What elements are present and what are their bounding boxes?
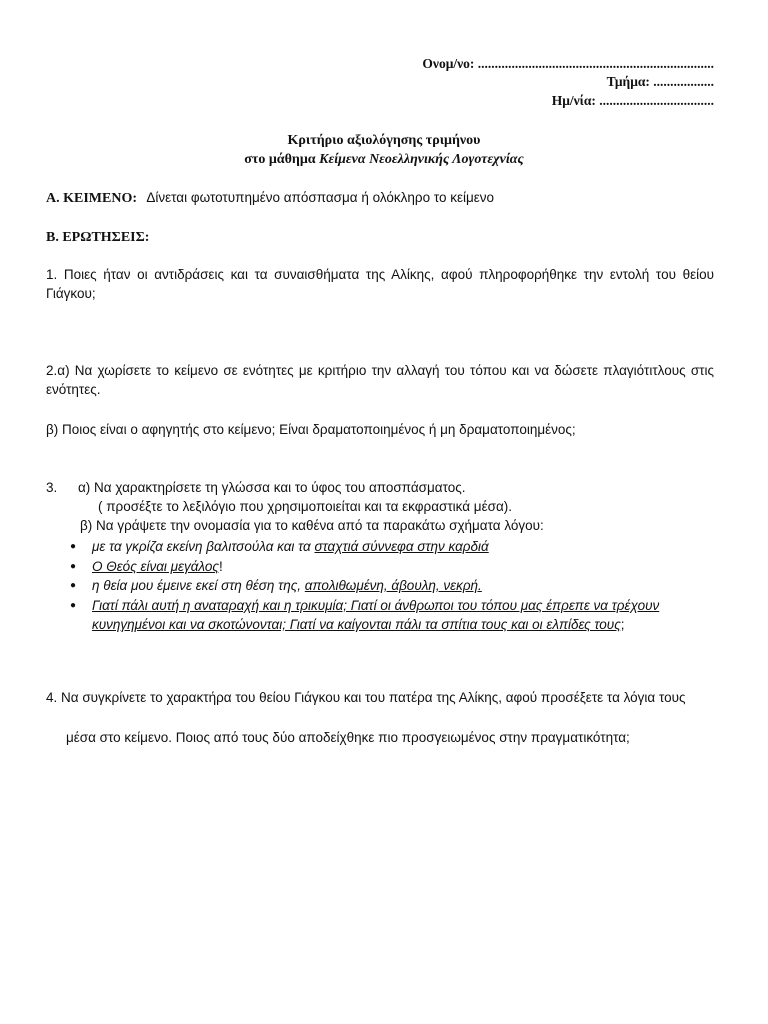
question-2b: β) Ποιος είναι ο αφηγητής στο κείμενο; Είναι δραματοποιημένος ή μη δραματοποιημένος; [46, 422, 576, 437]
question-2a: 2.α) Να χωρίσετε το κείμενο σε ενότητες με κριτήριο την αλλαγή του τόπου και να δώσετε πλαγιότιτλους στις ενότητες. [46, 363, 714, 397]
question-3b: β) Να γράψετε την ονομασία για το καθένα από τα παρακάτω σχήματα λόγου: [80, 518, 544, 533]
list-item [92, 596, 684, 635]
title-line-2 [0, 150, 768, 169]
question-4-line-2: μέσα στο κείμενο. Ποιος από τους δύο αποδείχθηκε πιο προσγειωμένος στην πραγματικότητα; [66, 730, 630, 745]
list-item [92, 576, 712, 596]
item-1-underlined: σταχτιά σύννεφα στην καρδιά [314, 539, 489, 554]
question-1: 1. Ποιες ήταν οι αντιδράσεις και τα συναισθήματα της Αλίκης, αφού πληροφορήθηκε την εντολή του θείου Γιάγκου; [46, 267, 714, 301]
date-field [552, 92, 714, 110]
name-field [422, 55, 714, 73]
question-3-number: 3. [46, 480, 58, 495]
list-item [92, 537, 712, 557]
question-4-line-1: 4. Να συγκρίνετε το χαρακτήρα του θείου Γιάγκου και του πατέρα της Αλίκης, αφού προσέξετε τα λόγια τους [46, 690, 686, 705]
section-a-text: Δίνεται φωτοτυπημένο απόσπασμα ή ολόκληρο το κείμενο [146, 190, 495, 205]
item-2-end: ! [218, 558, 223, 574]
title-line-1: Κριτήριο αξιολόγησης τριμήνου [287, 133, 481, 148]
date-label: Ημ/νία: [551, 93, 596, 108]
class-label: Τμήμα: [606, 74, 650, 89]
section-a-label: Α. ΚΕΙΜΕΝΟ: [46, 191, 137, 206]
list-item [92, 557, 712, 577]
item-1-text: με τα γκρίζα εκείνη βαλιτσούλα και τα [92, 539, 315, 554]
date-dots: .................................. [599, 93, 714, 108]
item-2-underlined: Ο Θεός είναι μεγάλος [92, 558, 219, 574]
figures-of-speech-list [92, 537, 712, 635]
question-3a: α) Να χαρακτηρίσετε τη γλώσσα και το ύφος του αποσπάσματος. [78, 480, 466, 495]
section-a [46, 189, 494, 208]
title-subject: Κείμενα Νεοελληνικής Λογοτεχνίας [319, 152, 524, 167]
section-b-label: Β. ΕΡΩΤΗΣΕΙΣ: [46, 230, 150, 245]
title-prefix: στο μάθημα [244, 152, 320, 167]
class-dots: .................. [653, 74, 714, 89]
question-3a-note: ( προσέξτε το λεξιλόγιο που χρησιμοποιείται και τα εκφραστικά μέσα). [98, 499, 512, 514]
name-dots: ...................................................................... [477, 56, 714, 71]
item-3-text: η θεία μου έμεινε εκεί στη θέση της, [92, 578, 305, 593]
section-b [46, 228, 149, 247]
item-4-underlined: Γιατί πάλι αυτή η αναταραχή και η τρικυμία; Γιατί οι άνθρωποι του τόπου μας έπρεπε να τρέχουν κυνηγημένοι και να σκοτώνονται; Γιατί να καίγονται πάλι τα σπίτια τους και οι ελπίδες τους [92, 597, 660, 632]
name-label: Ονομ/νο: [422, 56, 475, 71]
item-4-end: ; [620, 617, 625, 632]
class-field [607, 73, 714, 91]
item-3-underlined: απολιθωμένη, άβουλη, νεκρή. [304, 578, 482, 593]
